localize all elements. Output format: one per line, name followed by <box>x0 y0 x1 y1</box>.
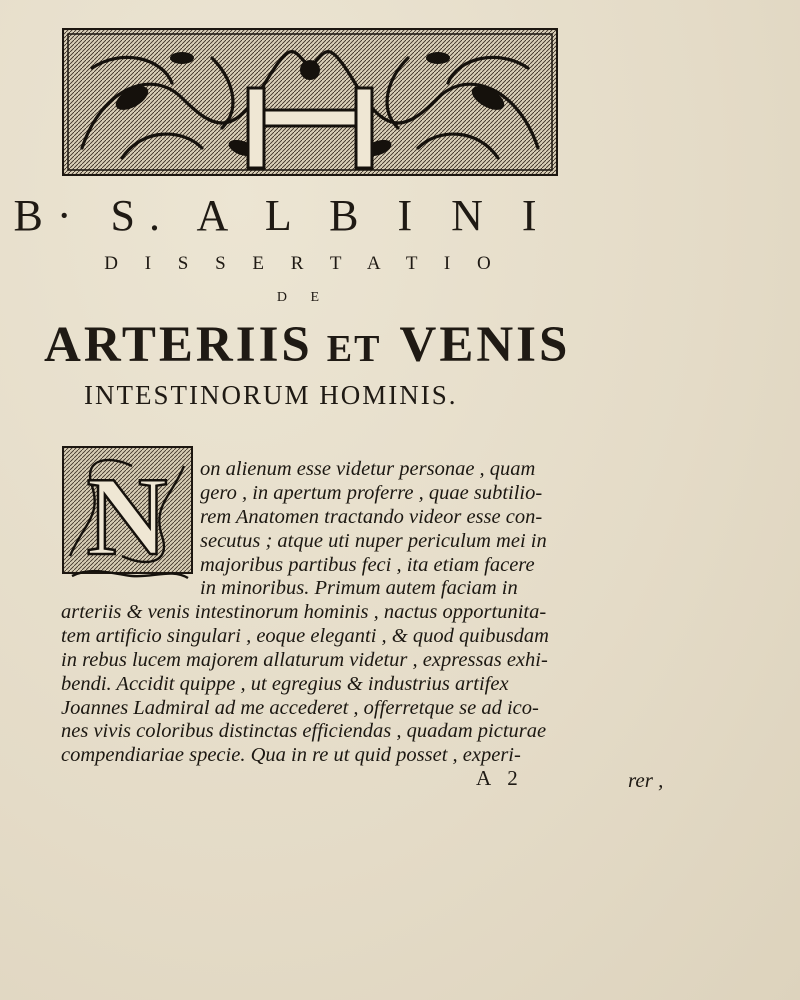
body-line-8: tem artificio singulari , eoque eleganti , & quod quibusdam <box>61 625 549 647</box>
title-et: ET <box>326 328 382 370</box>
body-line-5: majoribus partibus feci , ita etiam facere <box>200 554 535 576</box>
page-signature: A 2 <box>476 766 524 790</box>
ornamental-headpiece <box>62 28 558 176</box>
body-line-11: Joannes Ladmiral ad me accederet , offerretque se ad ico- <box>61 697 539 719</box>
body-line-10: bendi. Accidit quippe , ut egregius & industrius artifex <box>61 673 509 695</box>
body-line-1: on alienum esse videtur personae , quam <box>200 458 536 480</box>
catchword: rer , <box>628 768 664 792</box>
initial-letter: N <box>86 455 168 579</box>
title-subtitle: INTESTINORUM HOMINIS. <box>84 380 458 410</box>
title-main <box>44 316 571 374</box>
title-venis: VENIS <box>399 317 571 373</box>
de-label: D E <box>276 290 330 305</box>
body-line-13: compendiariae specie. Qua in re ut quid posset , experi- <box>61 744 521 766</box>
decorated-initial <box>62 446 193 582</box>
dissertatio-label: D I S S E R T A T I O <box>104 253 502 274</box>
body-line-9: in rebus lucem majorem allaturum videtur , expressas exhi- <box>61 649 548 671</box>
title-arteriis: ARTERIIS <box>44 317 313 373</box>
author-name: B· S. A L B I N I <box>13 191 551 240</box>
body-line-6: in minoribus. Primum autem faciam in <box>200 577 518 599</box>
body-line-12: nes vivis coloribus distinctas efficiendas , quadam picturae <box>61 720 547 742</box>
body-line-3: rem Anatomen tractando videor esse con- <box>200 506 543 528</box>
body-line-4: secutus ; atque uti nuper periculum mei in <box>200 530 547 552</box>
body-line-7: arteriis & venis intestinorum hominis , nactus opportunita- <box>61 601 547 623</box>
body-line-2: gero , in apertum proferre , quae subtilio- <box>200 482 543 504</box>
